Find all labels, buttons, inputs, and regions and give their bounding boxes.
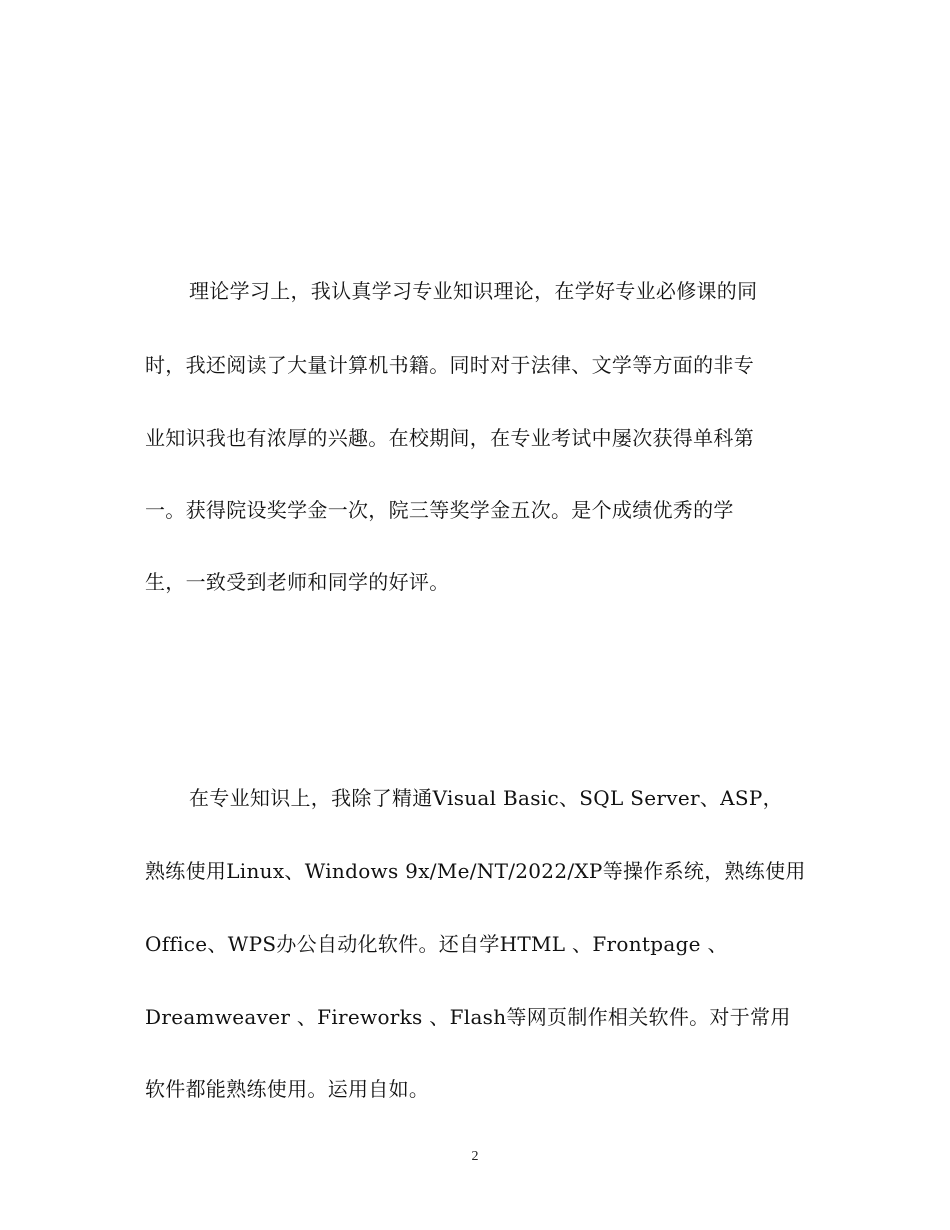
- paragraph-2-line-1: 在专业知识上，我除了精通Visual Basic、SQL Server、ASP，: [189, 786, 783, 810]
- paragraph-2-line-5: 软件都能熟练使用。运用自如。: [145, 1077, 430, 1101]
- page-number: 2: [471, 1149, 479, 1164]
- paragraph-2-line-3: Office、WPS办公自动化软件。还自学HTML 、Frontpage 、: [145, 932, 728, 956]
- paragraph-2-line-2: 熟练使用Linux、Windows 9x/Me/NT/2022/XP等操作系统，熟练使用: [145, 859, 806, 883]
- paragraph-1-line-5: 生，一致受到老师和同学的好评。: [145, 570, 450, 594]
- paragraph-1-line-2: 时，我还阅读了大量计算机书籍。同时对于法律、文学等方面的非专: [145, 353, 754, 377]
- paragraph-1-line-4: 一。获得院设奖学金一次，院三等奖学金五次。是个成绩优秀的学: [145, 498, 734, 522]
- paragraph-2-line-4: Dreamweaver 、Fireworks 、Flash等网页制作相关软件。对于常用: [145, 1005, 791, 1029]
- paragraph-1-line-3: 业知识我也有浓厚的兴趣。在校期间，在专业考试中屡次获得单科第: [145, 426, 754, 450]
- paragraph-1-line-1: 理论学习上，我认真学习专业知识理论，在学好专业必修课的同: [189, 279, 758, 303]
